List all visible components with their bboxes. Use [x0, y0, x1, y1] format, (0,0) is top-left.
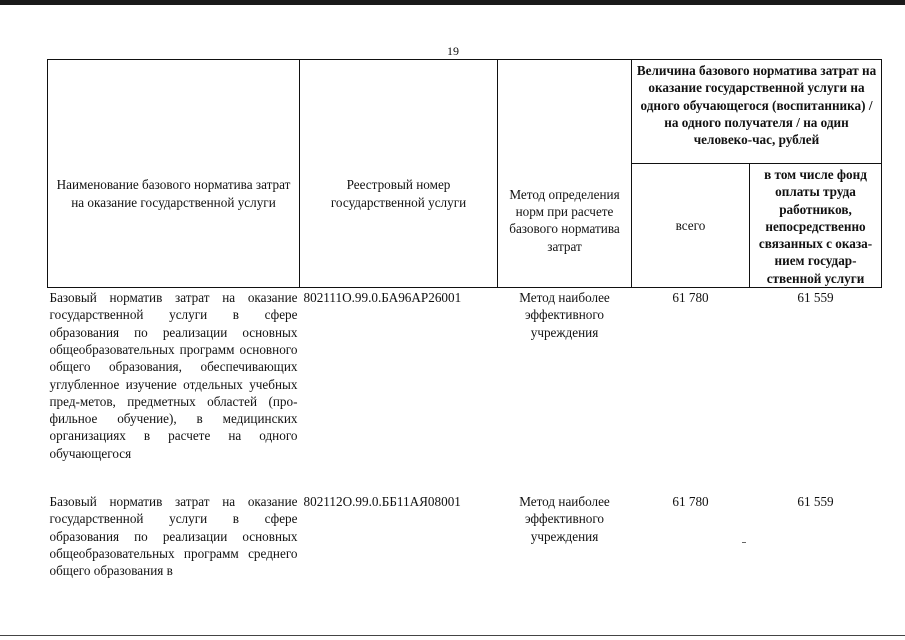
norm-name-cell: Базовый норматив затрат на оказание государственной услуги в сфере образования по реализации основных общеобразовательных программ среднего общего образования в — [49, 494, 298, 579]
header-norm-value: Величина базового норматива затрат на оказание государственной услуги на одного обучающегося (воспитанника) / на одного получателя / на один человеко-час, рублей — [632, 60, 882, 164]
header-method: Метод определения норм при расчете базового норматива затрат — [498, 60, 632, 288]
header-norm-name: Наименование базового норматива затрат на оказание государственной услуги — [48, 60, 300, 288]
header-registry-number: Реестровый номер государственной услуги — [300, 60, 498, 288]
scan-artifact — [742, 542, 746, 543]
header-labor-fund: в том числе фонд оплаты труда работников, непосредственно связанных с оказа-нием государ-ственной услуги — [750, 164, 882, 288]
method-cell: Метод наиболее эффективного учреждения — [519, 494, 610, 544]
method-cell: Метод наиболее эффективного учреждения — [519, 290, 610, 340]
table-row — [48, 462, 882, 579]
scan-bottom-border — [0, 635, 905, 636]
norm-name-cell: Базовый норматив затрат на оказание государственной услуги в сфере образования по реализации основных общеобразовательных программ основного общего образования, обеспечивающих углубленное изучение отдельных учебных пред-метов, предметных областей (про-фильное обучение), в медицинских организациях в расчете на одного обучающегося — [49, 290, 298, 461]
total-cell: 61 780 — [672, 290, 709, 306]
header-total: всего — [632, 164, 750, 288]
cost-norms-table — [47, 59, 882, 580]
page-number: 19 — [447, 44, 459, 58]
registry-number-cell: 802112О.99.0.ББ11АЯ08001 — [303, 494, 461, 510]
labor-fund-cell: 61 559 — [797, 494, 834, 510]
labor-fund-cell: 61 559 — [797, 290, 834, 306]
registry-number-cell: 802111О.99.0.БА96АР26001 — [303, 290, 462, 306]
table-row — [48, 288, 882, 462]
scan-top-border — [0, 0, 905, 5]
total-cell: 61 780 — [672, 494, 709, 510]
